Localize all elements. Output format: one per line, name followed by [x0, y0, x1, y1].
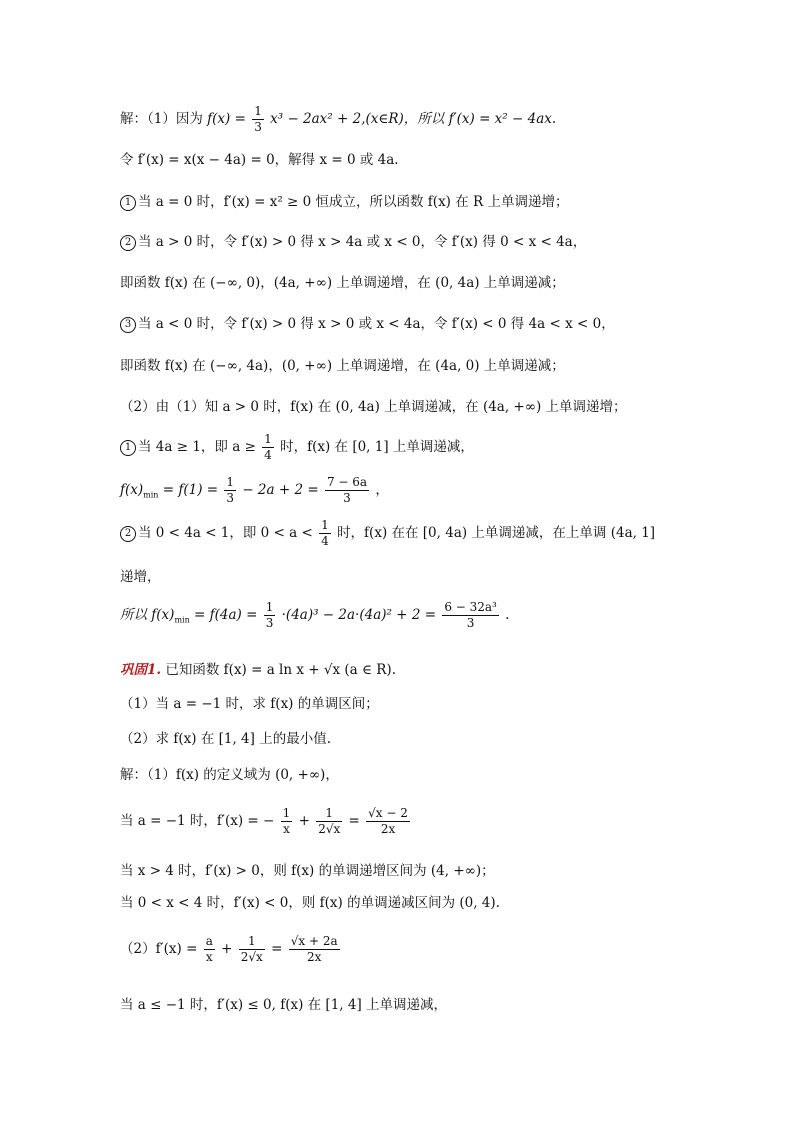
question-2: （2）求 f(x) 在 [1, 4] 上的最小值. — [120, 731, 331, 747]
fraction: $\frac{1}{3}$ — [226, 475, 235, 505]
text: 解：（1）因为 — [120, 111, 203, 127]
fraction: $\frac{√x - 2}{2x}$ — [368, 806, 408, 836]
derivative-line-2: （2）f′(x) = $\frac{a}{x}$ + $\frac{1}{2√x}$ = $\frac{√x + 2a}{2x}$ — [120, 934, 338, 964]
circled-number: 1 — [120, 440, 136, 456]
decreasing-interval-line: 当 0 < x < 4 时，f′(x) < 0，则 f(x) 的单调递减区间为 (0, 4). — [120, 895, 500, 911]
fraction: $\frac{1}{2√x}$ — [240, 934, 263, 964]
min-value-line-2: 所以 $f(x)_{min} = f(4a)$ = $\frac{1}{3}$ ·(4a)³ − 2a·(4a)² + 2 = $\frac{\text{6 − 32a³}}{3}$ . — [120, 600, 510, 630]
part-2-case-1: 1 当 4a ≥ 1，即 a ≥ $\frac{1}{4}$ 时，f(x) 在 [0, 1] 上单调递减， — [120, 432, 474, 463]
exercise-line: 巩固1. 已知函数 f(x) = a ln x + √x (a ∈ R). — [120, 662, 396, 678]
solution-line-1 — [120, 104, 556, 135]
circled-number: 1 — [120, 195, 136, 211]
fraction: $\frac{1}{2√x}$ — [318, 806, 341, 836]
fraction: $\frac{\text{6 − 32a³}}{3}$ — [444, 600, 497, 630]
case-3-line: 3 当 a < 0 时，令 f′(x) > 0 得 x > 0 或 x < 4a，令 f′(x) < 0 得 4a < x < 0， — [120, 314, 615, 334]
interval-line-2: 即函数 f(x) 在 (−∞, 4a)，(0, +∞) 上单调递增，在 (4a, 0) 上单调递减； — [120, 358, 565, 374]
fraction: $\frac{1}{4}$ — [264, 432, 272, 462]
circled-number: 2 — [120, 526, 136, 542]
case-2-line: 2 当 a > 0 时，令 f′(x) > 0 得 x > 4a 或 x < 0，令 f′(x) 得 0 < x < 4a， — [120, 232, 586, 252]
continuation-line: 递增， — [120, 569, 161, 585]
part-2-case-2: 2 当 0 < 4a < 1，即 0 < a < $\frac{1}{4}$ 时，f(x) 在在 [0, 4a) 上单调递减，在上单调 (4a, 1] — [120, 518, 655, 549]
interval-line-1: 即函数 f(x) 在 (−∞, 0)，(4a, +∞) 上单调递增，在 (0, 4a) 上单调递减； — [120, 275, 565, 291]
fraction: $\frac{a}{x}$ — [205, 934, 213, 964]
case-line-last: 当 a ≤ −1 时，f′(x) ≤ 0, f(x) 在 [1, 4] 上单调递减， — [120, 997, 448, 1013]
question-1: （1）当 a = −1 时，求 f(x) 的单调区间； — [120, 696, 379, 712]
fraction: $\frac{1}{3}$ — [254, 104, 262, 134]
fraction: $\frac{1}{4}$ — [321, 518, 329, 548]
answer-domain: 解：（1）f(x) 的定义域为 (0, +∞)， — [120, 767, 339, 783]
solution-line-2: 令 f′(x) = x(x − 4a) = 0，解得 x = 0 或 4a. — [120, 152, 399, 168]
derivative-line-1: 当 a = −1 时，f′(x) = − $\frac{1}{x}$ + $\frac{1}{2√x}$ = $\frac{√x - 2}{2x}$ — [120, 806, 408, 836]
circled-number: 2 — [120, 235, 136, 251]
part-2-line: （2）由（1）知 a > 0 时，f(x) 在 (0, 4a) 上单调递减，在 (4a, +∞) 上单调递增； — [120, 399, 627, 415]
exercise-label: 巩固1. — [120, 662, 162, 678]
min-value-line-1: $f(x)_{min} = f(1)$ = $\frac{1}{3}$ − 2a + 2 = $\frac{7 - 6a}{3}$ ， — [120, 475, 389, 505]
fraction: $\frac{√x + 2a}{2x}$ — [290, 934, 338, 964]
fraction: $\frac{7 - 6a}{3}$ — [326, 475, 368, 505]
increasing-interval-line: 当 x > 4 时，f′(x) > 0，则 f(x) 的单调递增区间为 (4, +∞)； — [120, 863, 495, 879]
fraction: $\frac{1}{x}$ — [282, 806, 291, 836]
math: f(x) = — [207, 111, 251, 127]
case-1-line: 1 当 a = 0 时，f′(x) = x² ≥ 0 恒成立，所以函数 f(x) 在 R 上单调递增； — [120, 192, 569, 212]
fraction: $\frac{1}{3}$ — [265, 600, 274, 630]
math: x³ − 2ax² + 2,(x∈R)，所以 f′(x) = x² − 4ax. — [270, 111, 557, 127]
circled-number: 3 — [120, 317, 136, 333]
